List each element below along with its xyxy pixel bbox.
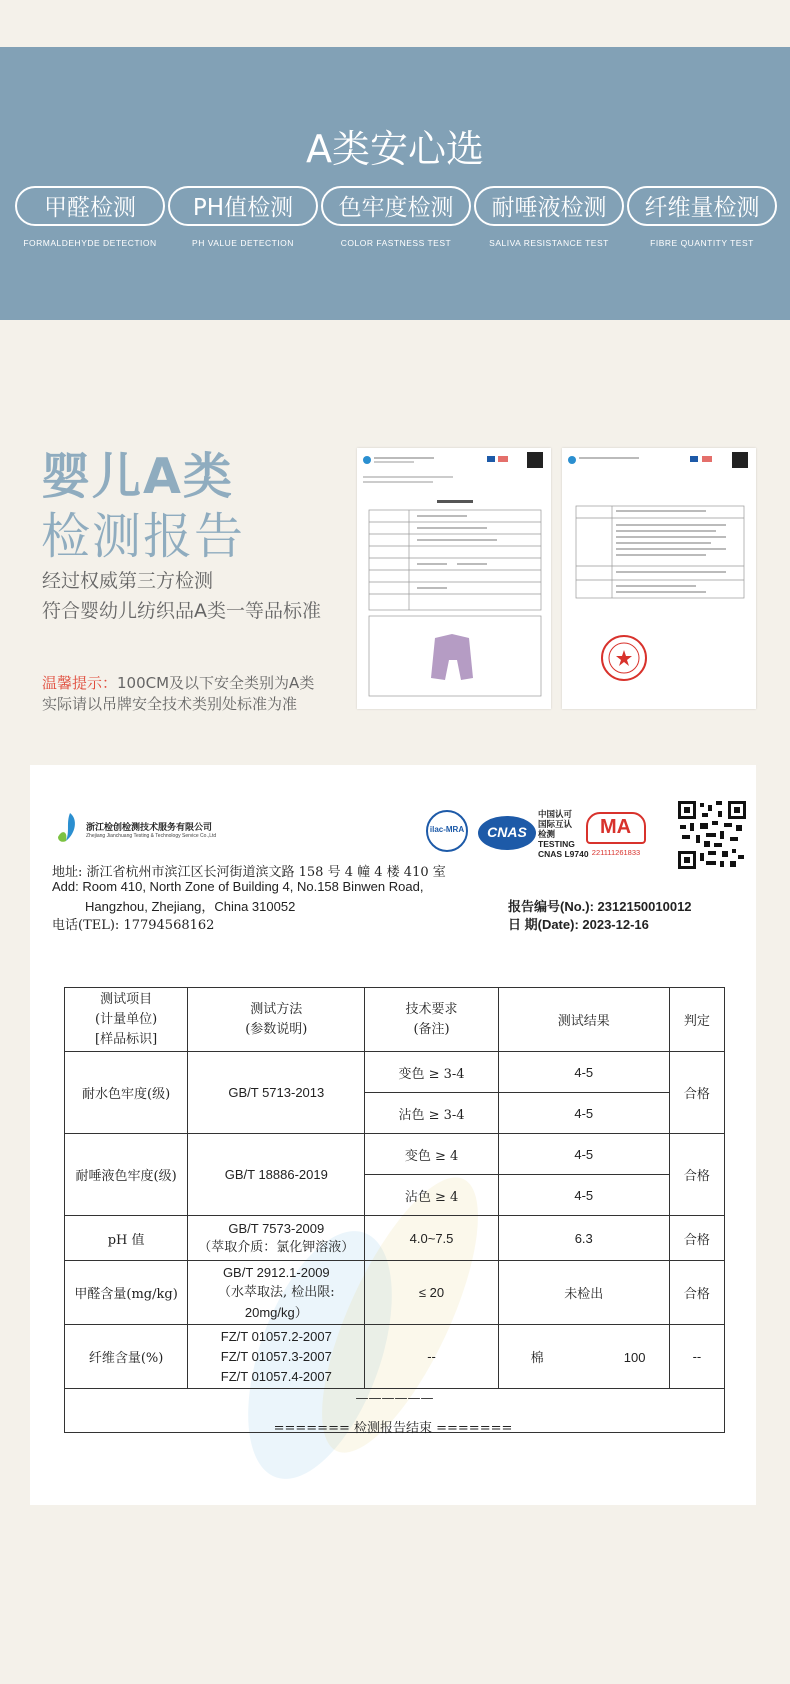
header-text: [样品标识] xyxy=(95,1031,158,1047)
table-cell: 耐水色牢度(级) xyxy=(65,1052,188,1134)
table-cell: 合格 xyxy=(669,1216,724,1261)
org-name-en: Zhejiang Jianchuang Testing & Technology Service Co.,Ltd xyxy=(86,833,217,839)
org-logo-icon xyxy=(52,811,84,845)
cell-line: GB/T 2912.1-2009 xyxy=(222,1264,330,1280)
address-en-line2: Hangzhou, Zhejiang，China 310052 xyxy=(85,899,296,914)
cnas-line: 检测 xyxy=(538,829,556,839)
test-report xyxy=(30,765,756,1505)
cell-line: FZ/T 01057.2-2007 xyxy=(220,1328,332,1344)
table-cell xyxy=(188,1216,365,1261)
table-header: 判定 xyxy=(669,988,724,1052)
table-cell: 未检出 xyxy=(498,1261,669,1325)
ma-badge-label: MA xyxy=(599,816,632,838)
cell-line: FZ/T 01057.3-2007 xyxy=(220,1348,332,1364)
cnas-text xyxy=(538,809,589,859)
test-pill: 耐唾液检测 xyxy=(474,186,624,226)
table-cell: 纤维含量(%) xyxy=(65,1325,188,1389)
table-cell: 4.0~7.5 xyxy=(365,1216,498,1261)
results-table xyxy=(64,987,725,1433)
tip-text xyxy=(42,672,314,693)
test-pill-sub: PH VALUE DETECTION xyxy=(192,238,294,248)
table-cell: 沾色 ≥ 4 xyxy=(365,1175,498,1216)
table-cell: 合格 xyxy=(669,1134,724,1216)
table-cell: 4-5 xyxy=(498,1093,669,1134)
address-cn: 地址: 浙江省杭州市滨江区长河街道滨文路 158 号 4 幢 4 楼 410 室 xyxy=(52,865,446,880)
table-cell: 4-5 xyxy=(498,1134,669,1175)
table-cell: 变色 ≥ 4 xyxy=(365,1134,498,1175)
test-pill-sub: FIBRE QUANTITY TEST xyxy=(650,238,754,248)
cnas-line: CNAS L9740 xyxy=(538,849,589,859)
report-thumbnail-graphic xyxy=(357,448,551,709)
table-cell xyxy=(188,1261,365,1325)
header-text: 技术要求 xyxy=(405,1001,458,1017)
section-title: 婴儿A类 xyxy=(41,448,234,505)
table-cell: GB/T 18886-2019 xyxy=(188,1134,365,1216)
table-cell: 6.3 xyxy=(498,1216,669,1261)
ma-number: 221111261833 xyxy=(591,848,641,857)
table-cell xyxy=(188,1325,365,1389)
header-text: 测试项目 xyxy=(100,991,153,1007)
cell-line: FZ/T 01057.4-2007 xyxy=(220,1368,332,1384)
cell-line: （萃取介质：氯化钾溶液） xyxy=(198,1240,355,1255)
header-title: A类安心选 xyxy=(306,127,484,171)
test-pill: 色牢度检测 xyxy=(321,186,471,226)
table-row xyxy=(65,1325,725,1389)
table-cell: 变色 ≥ 3-4 xyxy=(365,1052,498,1093)
cnas-line: 国际互认 xyxy=(538,819,573,829)
test-pill: 纤维量检测 xyxy=(627,186,777,226)
table-cell: ≤ 20 xyxy=(365,1261,498,1325)
cnas-line: TESTING xyxy=(538,839,575,849)
section-desc: 符合婴幼儿纺织品A类一等品标准 xyxy=(42,600,321,622)
table-row xyxy=(65,1134,725,1175)
report-date: 日 期(Date): 2023-12-16 xyxy=(508,917,649,932)
table-cell: pH 值 xyxy=(65,1216,188,1261)
org-name: 浙江检创检测技术服务有限公司 xyxy=(86,823,213,833)
test-pill: 甲醛检测 xyxy=(15,186,165,226)
table-header-row xyxy=(65,988,725,1052)
report-number: 报告编号(No.): 2312150010012 xyxy=(508,899,692,914)
table-row xyxy=(65,1216,725,1261)
header-text: (参数说明) xyxy=(245,1021,308,1037)
tip-line: 100CM及以下安全类别为A类 xyxy=(117,674,315,692)
table-cell: 沾色 ≥ 3-4 xyxy=(365,1093,498,1134)
report-thumbnail-graphic xyxy=(562,448,756,709)
qr-code-icon xyxy=(678,801,746,869)
telephone: 电话(TEL): 17794568162 xyxy=(52,918,215,933)
fiber-value: 100 xyxy=(623,1350,646,1365)
table-cell xyxy=(498,1325,669,1389)
header-band xyxy=(0,47,790,320)
header-text: (计量单位) xyxy=(95,1011,158,1027)
table-cell: GB/T 5713-2013 xyxy=(188,1052,365,1134)
tip-line: 实际请以吊牌安全技术类别处标准为准 xyxy=(42,695,298,713)
table-cell: -- xyxy=(365,1325,498,1389)
header-text: (备注) xyxy=(413,1021,450,1037)
header-text: 测试方法 xyxy=(250,1001,303,1017)
tip-label: 温馨提示： xyxy=(42,674,118,692)
table-cell: 耐唾液色牢度(级) xyxy=(65,1134,188,1216)
table-cell: 4-5 xyxy=(498,1052,669,1093)
section-subtitle: 检测报告 xyxy=(41,508,246,565)
test-pill-sub: FORMALDEHYDE DETECTION xyxy=(23,238,157,248)
cnas-badge-icon xyxy=(478,816,536,850)
table-cell: -- xyxy=(669,1325,724,1389)
table-header xyxy=(65,988,188,1052)
section-desc: 经过权威第三方检测 xyxy=(42,570,214,592)
cnas-line: 中国认可 xyxy=(538,809,573,819)
report-thumbnail-1 xyxy=(357,448,551,709)
address-en-line1: Add: Room 410, North Zone of Building 4, No.158 Binwen Road, xyxy=(52,879,424,894)
table-row xyxy=(65,1052,725,1093)
ilac-badge-icon xyxy=(426,810,468,852)
cell-line: 20mg/kg） xyxy=(244,1304,308,1320)
cnas-badge-label: CNAS xyxy=(487,824,527,840)
report-thumbnail-2 xyxy=(562,448,756,709)
fiber-name: 棉 xyxy=(530,1351,544,1366)
table-header: 测试结果 xyxy=(498,988,669,1052)
cell-line: GB/T 7573-2009 xyxy=(228,1221,325,1236)
table-cell: 合格 xyxy=(669,1261,724,1325)
test-list xyxy=(0,186,790,246)
table-cell: 4-5 xyxy=(498,1175,669,1216)
test-pill: PH值检测 xyxy=(168,186,318,226)
table-header xyxy=(188,988,365,1052)
table-cell: 甲醛含量(mg/kg) xyxy=(65,1261,188,1325)
ma-badge-icon xyxy=(586,812,646,844)
table-cell: 合格 xyxy=(669,1052,724,1134)
ilac-badge-label: ilac-MRA xyxy=(429,825,465,834)
table-cell: —————— xyxy=(65,1389,725,1433)
report-end: ======= 检测报告结束 ======= xyxy=(273,1421,513,1436)
test-pill-sub: SALIVA RESISTANCE TEST xyxy=(489,238,609,248)
table-row xyxy=(65,1261,725,1325)
table-header xyxy=(365,988,498,1052)
test-pill-sub: COLOR FASTNESS TEST xyxy=(340,238,452,248)
cell-line: （水萃取法, 检出限: xyxy=(217,1284,335,1300)
